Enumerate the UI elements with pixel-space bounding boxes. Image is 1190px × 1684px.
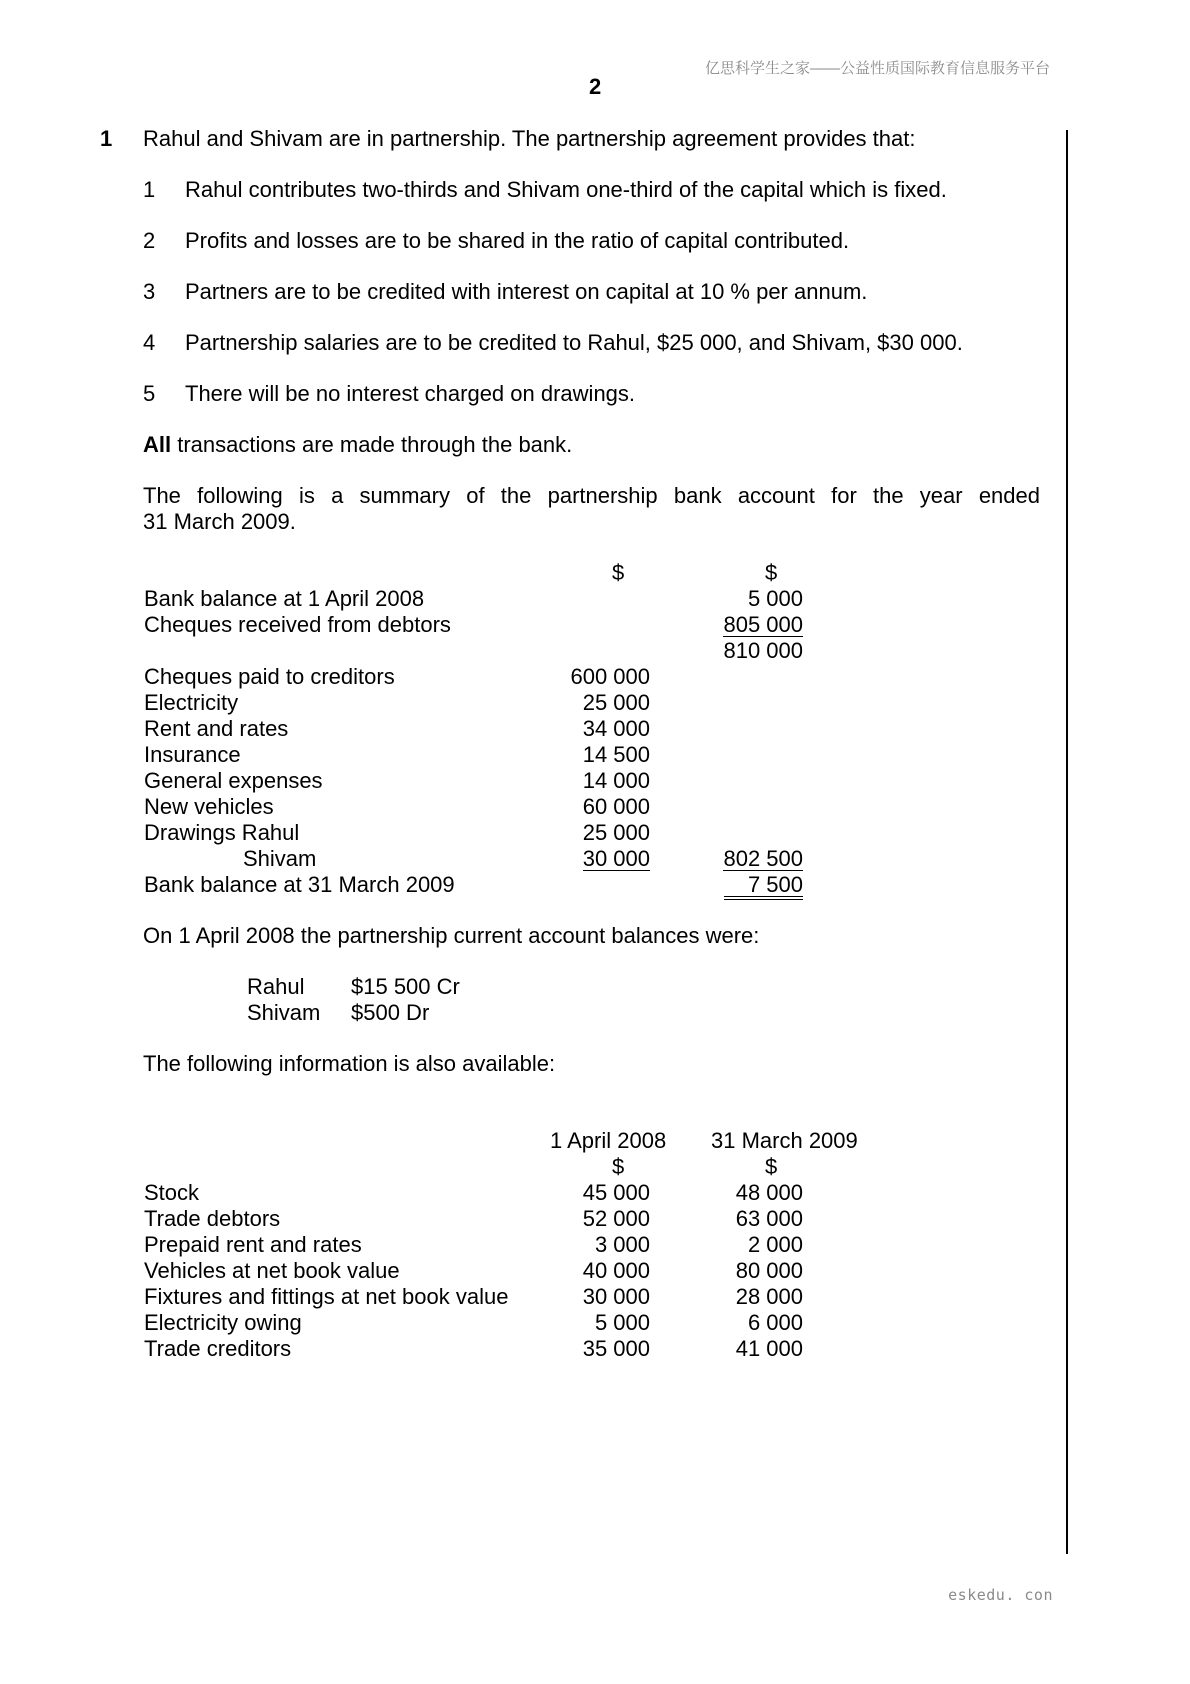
current-account-value: $500 Dr [351,1000,430,1025]
current-account-name: Shivam [247,1000,321,1025]
info-row-b: 2 000 [747,1232,803,1257]
bank-row-b: 805 000 [723,612,803,637]
all-transactions-note [143,432,572,458]
bank-row-label: Cheques received from debtors [144,612,451,637]
page-number: 2 [589,74,602,99]
summary-line-2: 31 March 2009. [143,509,296,534]
margin-rule [1066,130,1068,1554]
bank-row-label: Rent and rates [144,716,289,741]
current-accounts-intro: On 1 April 2008 the partnership current account balances were: [143,923,760,948]
info-row-a: 45 000 [582,1180,650,1205]
bank-row-a: 14 000 [582,768,650,793]
rule-text: Profits and losses are to be shared in the ratio of capital contributed. [185,228,850,253]
info-row-b: 48 000 [735,1180,803,1205]
info-col-a-head: 1 April 2008 [550,1128,667,1153]
info-intro: The following information is also available: [143,1051,556,1076]
rule-text: Partners are to be credited with interest on capital at 10 % per annum. [185,279,868,304]
info-row-b: 28 000 [735,1284,803,1309]
bank-row-label: Electricity [144,690,239,715]
bank-row-label: General expenses [144,768,323,793]
rule-text: There will be no interest charged on drawings. [185,381,636,406]
info-col-b-head: 31 March 2009 [711,1128,858,1153]
all-bold: All [143,432,172,457]
current-account-name: Rahul [247,974,305,999]
info-row-a: 35 000 [582,1336,650,1361]
bank-row-label: Bank balance at 1 April 2008 [144,586,425,611]
info-row-label: Prepaid rent and rates [144,1232,362,1257]
bank-row-b: 7 500 [724,873,803,900]
info-row-label: Electricity owing [144,1310,302,1335]
bank-col-a-head: $ [612,560,625,585]
bank-row-b: 802 500 [723,846,803,871]
bank-row-a: 14 500 [582,742,650,767]
header-watermark: 亿思科学生之家——公益性质国际教育信息服务平台 [704,60,1050,77]
info-row-a: 5 000 [594,1310,650,1335]
info-col-b-unit: $ [765,1154,778,1179]
bank-row-a: 600 000 [570,664,650,689]
rule-number: 4 [143,330,156,355]
rule-number: 1 [143,177,156,202]
bank-row-a: 60 000 [582,794,650,819]
bank-col-b-head: $ [765,560,778,585]
info-col-a-unit: $ [612,1154,625,1179]
bank-row-a: 34 000 [582,716,650,741]
question-intro: Rahul and Shivam are in partnership. The partnership agreement provides that: [143,126,916,151]
bank-row-a: 25 000 [582,690,650,715]
info-row-a: 30 000 [582,1284,650,1309]
rule-number: 5 [143,381,156,406]
info-row-b: 63 000 [735,1206,803,1231]
bank-row-b: 5 000 [747,586,803,611]
question-number: 1 [100,126,113,151]
bank-row-label: Bank balance at 31 March 2009 [144,872,455,897]
bank-row-a: 25 000 [582,820,650,845]
rule-number: 3 [143,279,156,304]
rule-text: Partnership salaries are to be credited to Rahul, $25 000, and Shivam, $30 000. [185,330,963,355]
footer-watermark: eskedu. con [948,1586,1053,1604]
info-row-a: 52 000 [582,1206,650,1231]
bank-row-b: 810 000 [723,638,803,663]
bank-row-label: Cheques paid to creditors [144,664,395,689]
current-account-value: $15 500 Cr [351,974,460,999]
info-row-label: Fixtures and fittings at net book value [144,1284,509,1309]
info-row-b: 41 000 [735,1336,803,1361]
bank-row-a: 30 000 [582,846,650,871]
info-row-label: Trade creditors [144,1336,292,1361]
info-row-a: 3 000 [594,1232,650,1257]
all-rest: transactions are made through the bank. [171,432,573,457]
rule-text: Rahul contributes two-thirds and Shivam one-third of the capital which is fixed. [185,177,947,202]
bank-row-label: Drawings Rahul [144,820,300,845]
info-row-label: Vehicles at net book value [144,1258,400,1283]
rule-number: 2 [143,228,156,253]
bank-row-label: New vehicles [144,794,274,819]
info-row-b: 80 000 [735,1258,803,1283]
info-row-label: Stock [144,1180,200,1205]
info-row-b: 6 000 [747,1310,803,1335]
info-row-label: Trade debtors [144,1206,281,1231]
info-row-a: 40 000 [582,1258,650,1283]
bank-row-label: Shivam [243,846,317,871]
bank-row-label: Insurance [144,742,241,767]
summary-line-1: The following is a summary of the partnership bank account for the year ended [143,483,1040,508]
